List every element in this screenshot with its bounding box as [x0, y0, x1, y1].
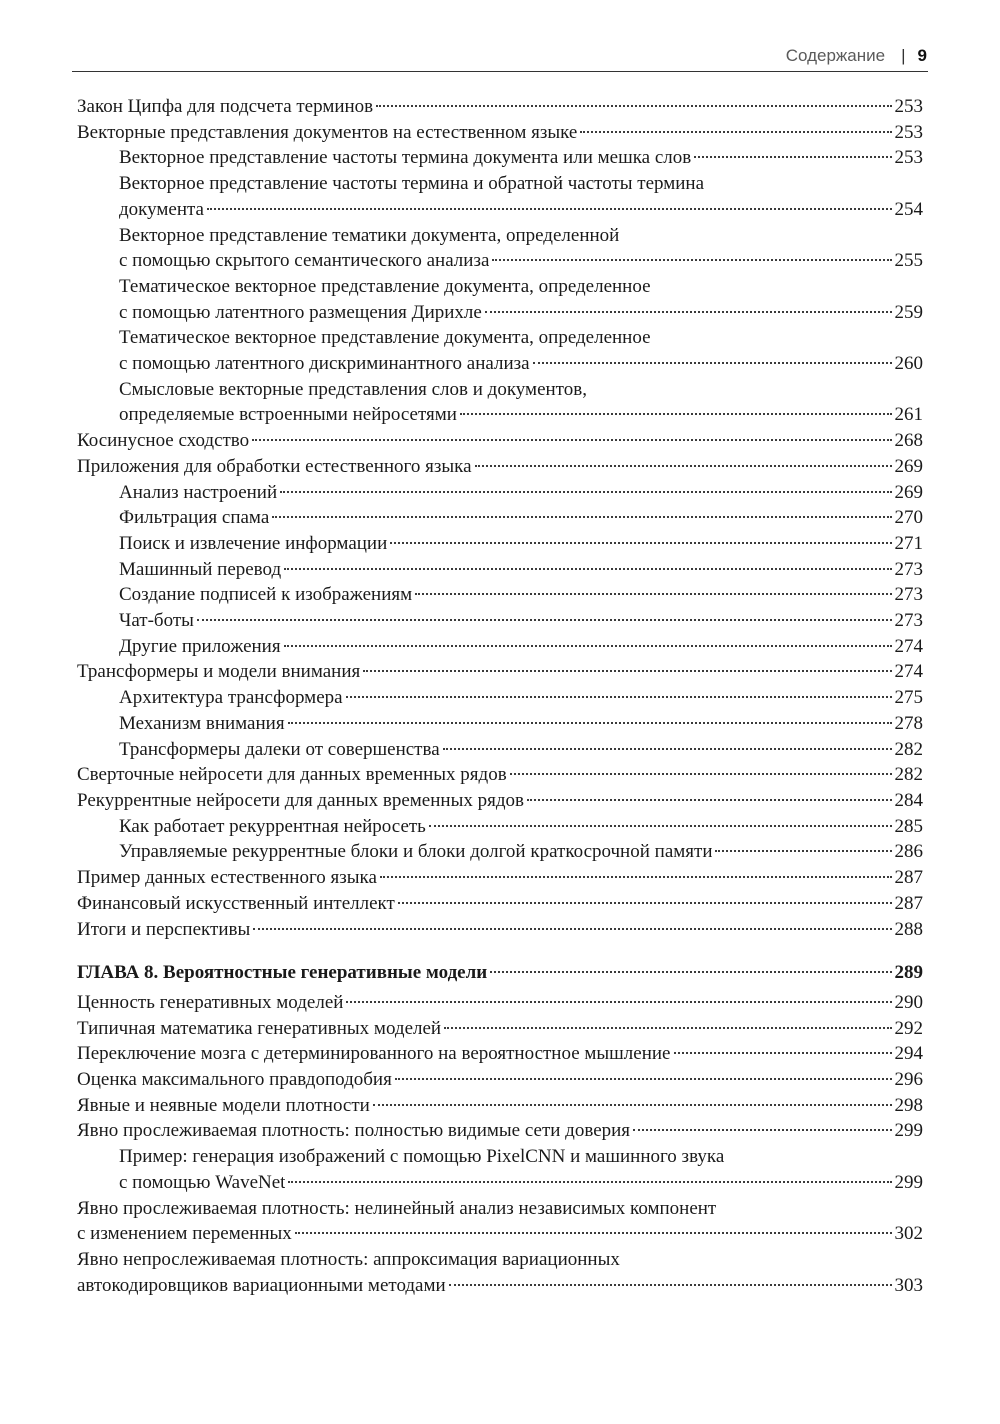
toc-entry-title-continuation: автокодировщиков вариационными методами: [77, 1274, 446, 1296]
toc-entry-title-continuation: определяемые встроенными нейросетями: [119, 404, 457, 426]
toc-entry-title-continuation: с помощью латентного размещения Дирихле: [119, 301, 482, 323]
toc-entry-title: Создание подписей к изображениям: [119, 584, 413, 606]
toc-page-number: 274: [894, 635, 923, 657]
toc-entry-title: Пример: генерация изображений с помощью PixelCNN и машинного звука: [119, 1146, 725, 1168]
dot-leader: [492, 259, 891, 261]
dot-leader: [284, 568, 891, 570]
toc-entry-title: Смысловые векторные представления слов и документов,: [119, 378, 587, 400]
toc-entry-title: Управляемые рекуррентные блоки и блоки долгой краткосрочной памяти: [119, 841, 713, 863]
toc-entry[interactable]: [77, 171, 923, 222]
dot-leader: [380, 876, 892, 878]
toc-entry-title: Архитектура трансформера: [119, 687, 343, 709]
dot-leader: [398, 902, 892, 904]
toc-entry-title: Ценность генеративных моделей: [77, 991, 344, 1013]
toc-entry[interactable]: [77, 839, 923, 865]
toc-page-number: 271: [894, 532, 923, 554]
toc-entry-title: Итоги и перспективы: [77, 918, 251, 940]
toc-entry[interactable]: [77, 120, 923, 146]
dot-leader: [197, 619, 892, 621]
toc-entry-title-continuation: с изменением переменных: [77, 1223, 292, 1245]
dot-leader: [510, 773, 892, 775]
toc-entry[interactable]: [77, 1196, 923, 1247]
toc-entry-title: Фильтрация спама: [119, 507, 270, 529]
toc-page-number: 302: [894, 1223, 923, 1245]
toc-entry[interactable]: [77, 1247, 923, 1298]
dot-leader: [390, 542, 891, 544]
toc-entry-title-continuation: с помощью WaveNet: [119, 1171, 286, 1193]
toc-entry-title: Векторные представления документов на естественном языке: [77, 121, 578, 143]
toc-entry[interactable]: [77, 94, 923, 120]
toc-page-number: 273: [894, 558, 923, 580]
toc-entry[interactable]: [77, 377, 923, 428]
toc-entry-title: Явные и неявные модели плотности: [77, 1094, 370, 1116]
toc-entry-title: Пример данных естественного языка: [77, 867, 377, 889]
table-of-contents: [77, 94, 923, 1298]
toc-entry-title: Закон Ципфа для подсчета терминов: [77, 96, 374, 117]
toc-page-number: 253: [894, 96, 923, 117]
toc-entry[interactable]: [77, 1041, 923, 1067]
dot-leader: [444, 1027, 891, 1029]
toc-entry[interactable]: [77, 608, 923, 634]
toc-entry[interactable]: [77, 917, 923, 943]
toc-entry-title-continuation: с помощью латентного дискриминантного анализа: [119, 353, 530, 375]
toc-entry[interactable]: [77, 737, 923, 763]
running-header: [72, 46, 927, 66]
dot-leader: [284, 645, 892, 647]
toc-page-number: 298: [894, 1094, 923, 1116]
toc-page-number: 273: [894, 584, 923, 606]
toc-entry-title: Явно прослеживаемая плотность: нелинейный анализ независимых компонент: [77, 1197, 717, 1219]
toc-page-number: 303: [894, 1274, 923, 1296]
dot-leader: [280, 491, 891, 493]
toc-page-number: 260: [894, 353, 923, 375]
toc-page-number: 268: [894, 430, 923, 452]
toc-entry[interactable]: [77, 582, 923, 608]
toc-page-number: 288: [894, 918, 923, 940]
dot-leader: [252, 439, 891, 441]
toc-page-number: 254: [894, 198, 923, 220]
toc-entry[interactable]: [77, 1144, 923, 1195]
toc-entry-title-continuation: документа: [119, 198, 204, 220]
toc-entry-title: Явно непрослеживаемая плотность: аппроксимация вариационных: [77, 1248, 620, 1270]
dot-leader: [288, 722, 892, 724]
dot-leader: [415, 593, 891, 595]
toc-page-number: 299: [894, 1171, 923, 1193]
page-number: 9: [917, 46, 927, 65]
toc-entry[interactable]: [77, 1093, 923, 1119]
toc-page-number: 269: [894, 455, 923, 477]
dot-leader: [376, 105, 891, 107]
toc-page-number: 289: [894, 962, 923, 984]
toc-entry[interactable]: [77, 1118, 923, 1144]
toc-entry[interactable]: [77, 659, 923, 685]
dot-leader: [395, 1078, 892, 1080]
toc-entry[interactable]: [77, 223, 923, 274]
toc-entry[interactable]: [77, 1016, 923, 1042]
toc-entry-title: Переключение мозга с детерминированного на вероятностное мышление: [77, 1043, 671, 1065]
toc-page-number: 275: [894, 687, 923, 709]
toc-entry[interactable]: [77, 1067, 923, 1093]
dot-leader: [694, 156, 891, 158]
toc-entry-title: Другие приложения: [119, 635, 281, 657]
toc-entry[interactable]: [77, 428, 923, 454]
toc-entry-title: Финансовый искусственный интеллект: [77, 892, 395, 914]
header-rule: [72, 71, 928, 72]
toc-entry[interactable]: [77, 711, 923, 737]
toc-page-number: 278: [894, 712, 923, 734]
toc-entry[interactable]: [77, 990, 923, 1016]
toc-page-number: 292: [894, 1017, 923, 1039]
toc-page-number: 261: [894, 404, 923, 426]
dot-leader: [449, 1284, 892, 1286]
dot-leader: [346, 696, 892, 698]
dot-leader: [533, 362, 892, 364]
toc-page-number: 259: [894, 301, 923, 323]
toc-entry[interactable]: [77, 505, 923, 531]
toc-entry-title: Поиск и извлечение информации: [119, 532, 388, 554]
toc-entry-title: Косинусное сходство: [77, 430, 250, 452]
toc-entry[interactable]: [77, 557, 923, 583]
toc-entry[interactable]: [77, 762, 923, 788]
toc-entry[interactable]: [77, 634, 923, 660]
toc-entry-title-continuation: с помощью скрытого семантического анализа: [119, 250, 490, 272]
toc-entry-title: Трансформеры далеки от совершенства: [119, 738, 440, 760]
dot-leader: [485, 311, 892, 313]
toc-entry[interactable]: [77, 685, 923, 711]
toc-entry-title: Тематическое векторное представление документа, определенное: [119, 275, 651, 297]
toc-page-number: 287: [894, 892, 923, 914]
toc-entry[interactable]: [77, 531, 923, 557]
toc-entry-title: Сверточные нейросети для данных временных рядов: [77, 764, 507, 786]
dot-leader: [443, 748, 892, 750]
running-header-separator: |: [901, 46, 906, 65]
toc-entry-title: Оценка максимального правдоподобия: [77, 1069, 392, 1091]
dot-leader: [580, 131, 891, 133]
toc-entry-title: ГЛАВА 8. Вероятностные генеративные модели: [77, 962, 488, 984]
toc-page-number: 269: [894, 481, 923, 503]
toc-page-number: 255: [894, 250, 923, 272]
toc-chapter-heading[interactable]: [77, 960, 923, 986]
dot-leader: [272, 516, 891, 518]
toc-entry[interactable]: [77, 891, 923, 917]
toc-page-number: 282: [894, 764, 923, 786]
toc-page-number: 286: [894, 841, 923, 863]
toc-entry[interactable]: [77, 480, 923, 506]
toc-entry[interactable]: [77, 325, 923, 376]
toc-page-number: 282: [894, 738, 923, 760]
toc-entry-title: Чат-боты: [119, 610, 194, 632]
toc-page-number: 285: [894, 815, 923, 837]
toc-entry[interactable]: [77, 145, 923, 171]
toc-page-number: 294: [894, 1043, 923, 1065]
toc-page-number: 253: [894, 147, 923, 169]
running-header-section: Содержание: [785, 46, 886, 65]
toc-entry-title: Тематическое векторное представление документа, определенное: [119, 327, 651, 349]
dot-leader: [207, 208, 892, 210]
toc-entry[interactable]: [77, 814, 923, 840]
toc-entry[interactable]: [77, 788, 923, 814]
dot-leader: [490, 971, 891, 973]
toc-page-number: 273: [894, 610, 923, 632]
dot-leader: [633, 1129, 891, 1131]
dot-leader: [295, 1232, 892, 1234]
dot-leader: [363, 670, 891, 672]
dot-leader: [715, 850, 891, 852]
toc-entry-title: Рекуррентные нейросети для данных временных рядов: [77, 789, 524, 811]
toc-page-number: 270: [894, 507, 923, 529]
dot-leader: [460, 413, 892, 415]
toc-entry-title: Анализ настроений: [119, 481, 278, 503]
toc-entry[interactable]: [77, 454, 923, 480]
dot-leader: [429, 825, 892, 827]
toc-entry-title: Механизм внимания: [119, 712, 285, 734]
dot-leader: [475, 465, 892, 467]
dot-leader: [253, 928, 891, 930]
toc-entry-title: Типичная математика генеративных моделей: [77, 1017, 442, 1039]
dot-leader: [288, 1181, 891, 1183]
toc-entry-title: Векторное представление частоты термина документа или мешка слов: [119, 147, 692, 169]
toc-entry[interactable]: [77, 274, 923, 325]
toc-page-number: 274: [894, 661, 923, 683]
toc-entry-title: Векторное представление частоты термина и обратной частоты термина: [119, 173, 705, 195]
toc-entry-title: Машинный перевод: [119, 558, 282, 580]
dot-leader: [373, 1104, 892, 1106]
toc-entry[interactable]: [77, 865, 923, 891]
toc-page-number: 284: [894, 789, 923, 811]
toc-page-number: 296: [894, 1069, 923, 1091]
dot-leader: [346, 1001, 891, 1003]
toc-entry-title: Приложения для обработки естественного языка: [77, 455, 472, 477]
toc-page-number: 287: [894, 867, 923, 889]
toc-page-number: 253: [894, 121, 923, 143]
toc-entry-title: Векторное представление тематики документа, определенной: [119, 224, 620, 246]
toc-page-number: 299: [894, 1120, 923, 1142]
dot-leader: [674, 1052, 892, 1054]
toc-entry-title: Трансформеры и модели внимания: [77, 661, 361, 683]
toc-entry-title: Как работает рекуррентная нейросеть: [119, 815, 426, 837]
dot-leader: [527, 799, 892, 801]
toc-entry-title: Явно прослеживаемая плотность: полностью видимые сети доверия: [77, 1120, 631, 1142]
toc-page-number: 290: [894, 991, 923, 1013]
